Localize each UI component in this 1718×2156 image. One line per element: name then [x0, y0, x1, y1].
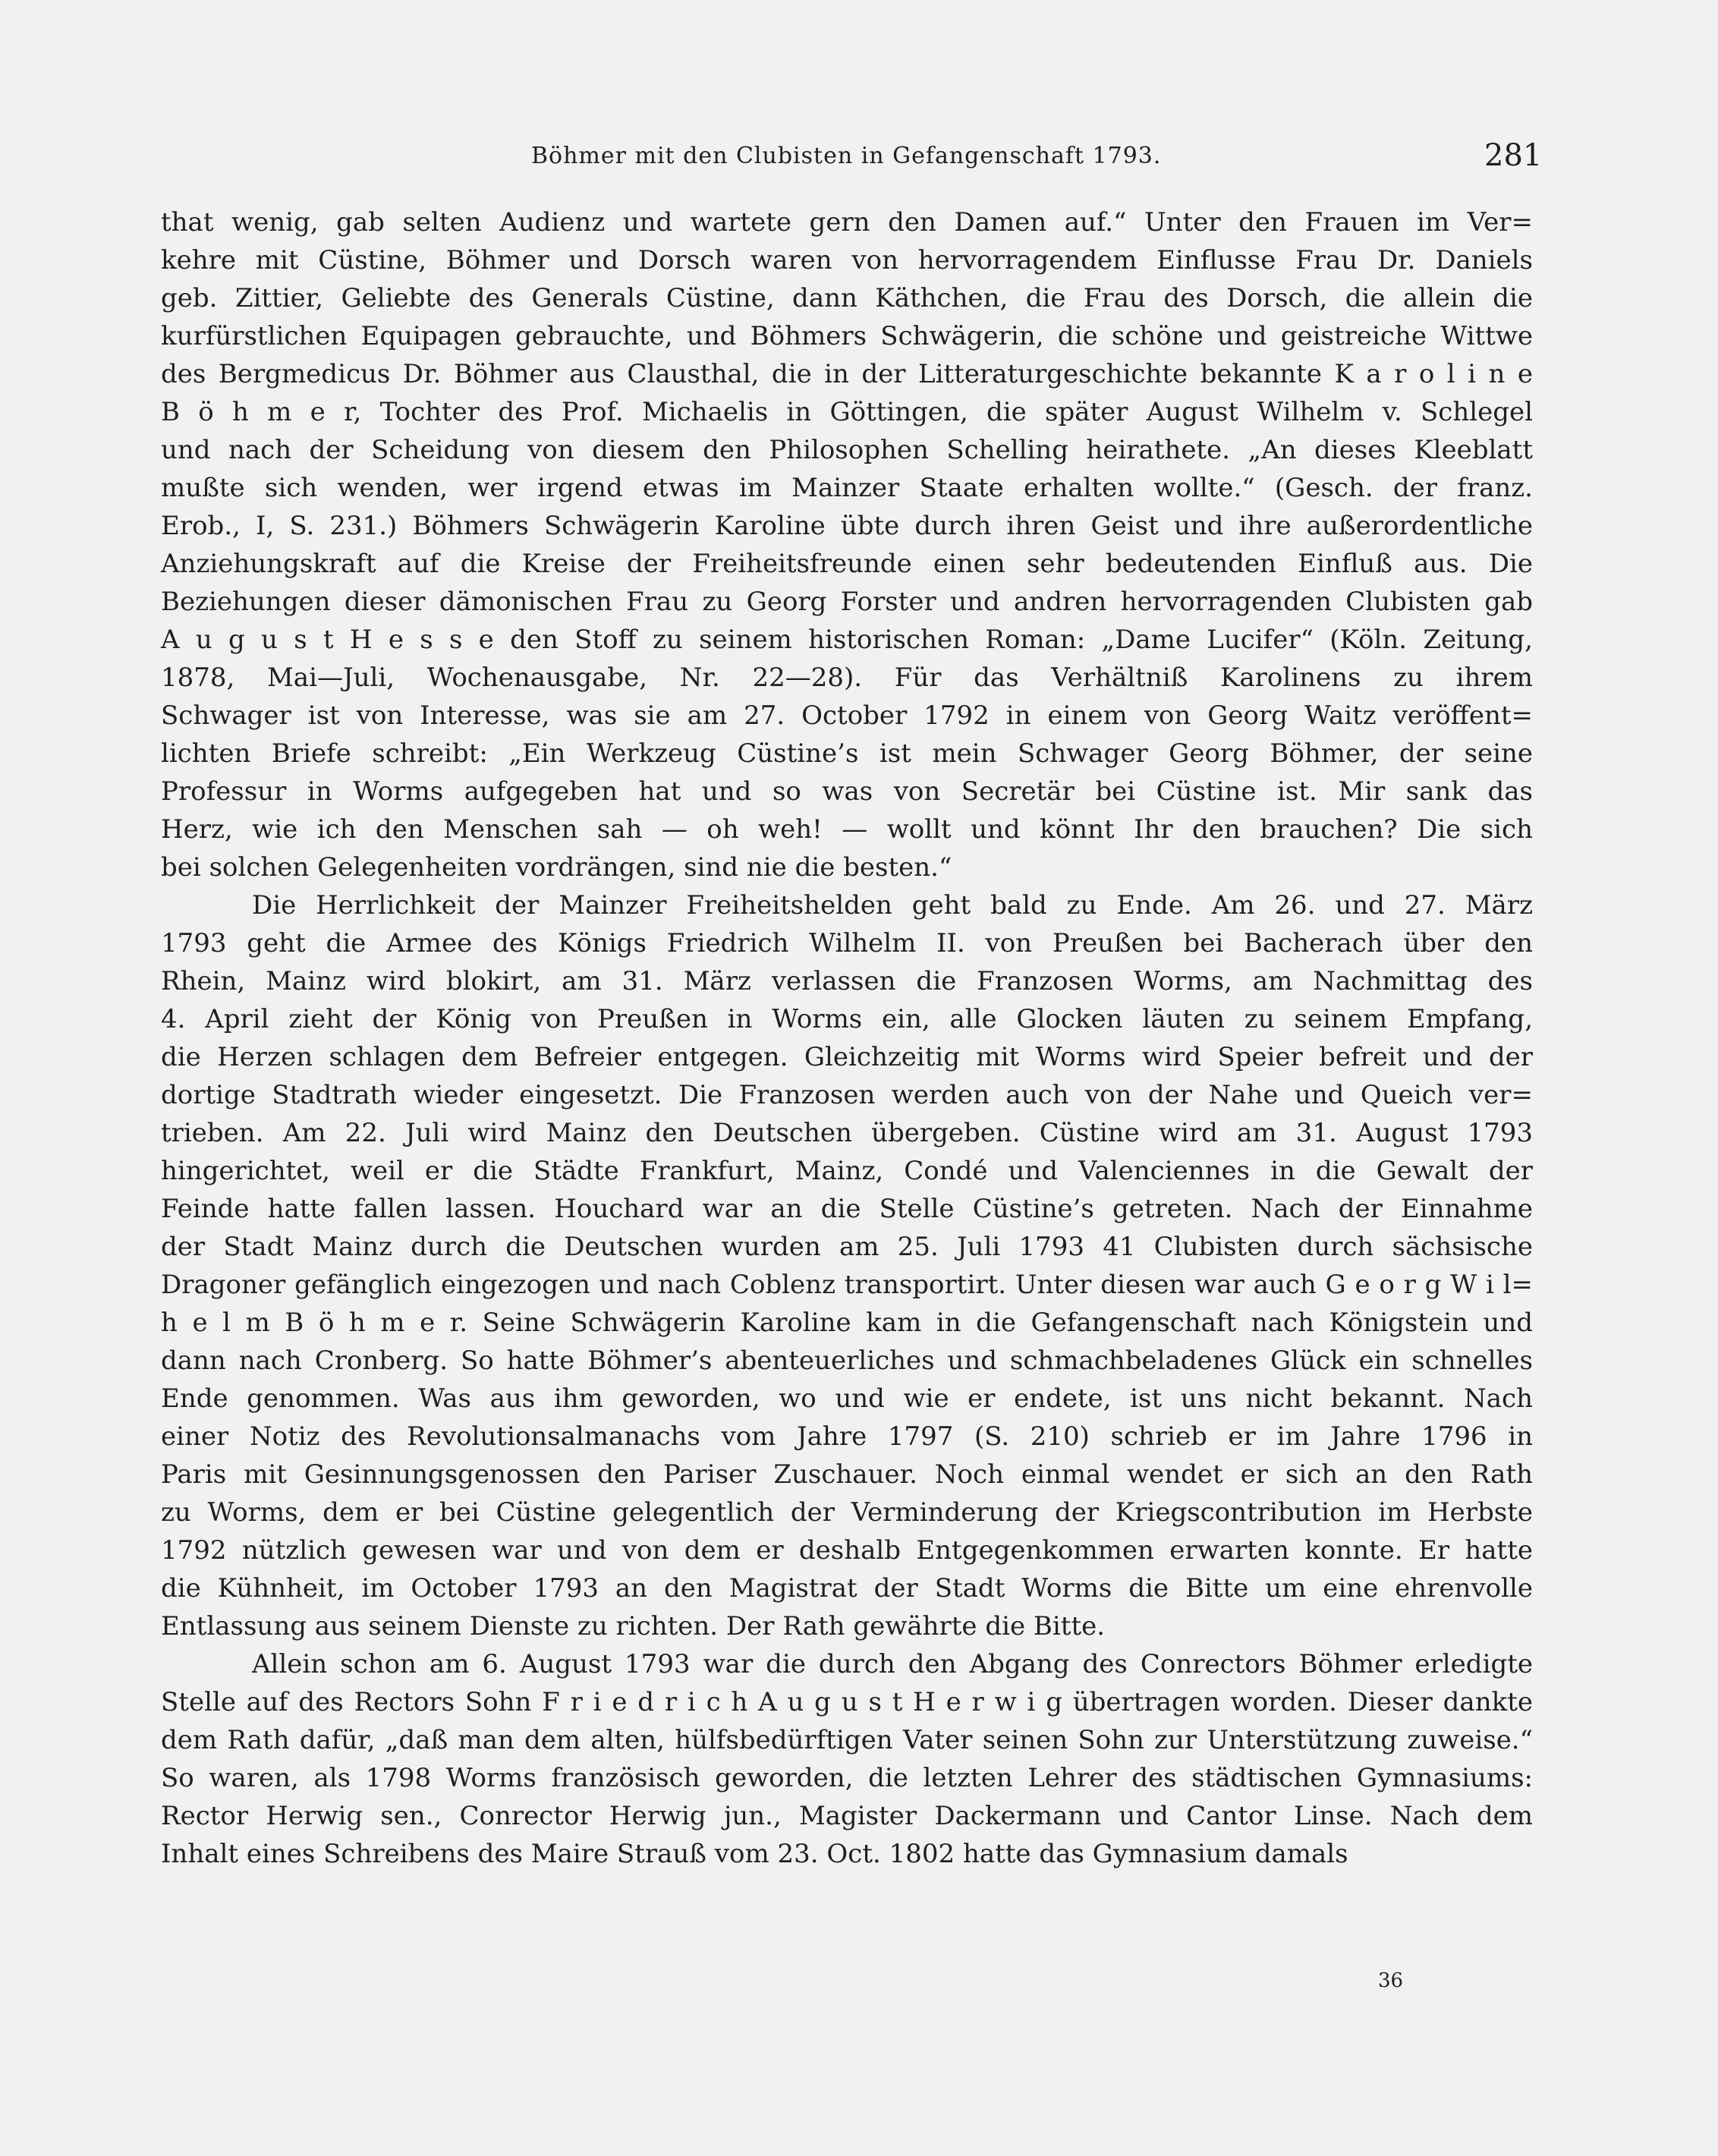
text-line: Inhalt eines Schreibens des Maire Strauß vom 23. Oct. 1802 hatte das Gymnasium damals [161, 1839, 1348, 1869]
body-text [161, 203, 1533, 1873]
text-line: Professur in Worms aufgegeben hat und so was von Secretär bei Cüstine ist. Mir sank das [161, 776, 1533, 807]
text-line: Stelle auf des Rectors Sohn F r i e d r i c h A u g u s t H e r w i g übertragen worden. Dieser dankte [161, 1687, 1533, 1717]
text-line: 4. April zieht der König von Preußen in Worms ein, alle Glocken läuten zu seinem Empfang, [161, 1004, 1533, 1034]
text-line: und nach der Scheidung von diesem den Philosophen Schelling heirathete. „An dieses Kleeblatt [161, 435, 1533, 465]
running-title: Böhmer mit den Clubisten in Gefangenschaft 1793. [531, 143, 1162, 169]
text-line: Entlassung aus seinem Dienste zu richten. Der Rath gewährte die Bitte. [161, 1611, 1106, 1641]
text-line: lichten Briefe schreibt: „Ein Werkzeug Cüstine’s ist mein Schwager Georg Böhmer, der seine [161, 738, 1533, 769]
page-number: 281 [1484, 138, 1543, 173]
text-line: des Bergmedicus Dr. Böhmer aus Clausthal, die in der Litteraturgeschichte bekannte K a r o l i n e [161, 359, 1533, 389]
text-line: Anziehungskraft auf die Kreise der Freiheitsfreunde einen sehr bedeutenden Einfluß aus. Die [161, 549, 1533, 579]
text-line: Schwager ist von Interesse, was sie am 27. October 1792 in einem von Georg Waitz veröffent= [161, 700, 1533, 731]
text-line: Paris mit Gesinnungsgenossen den Pariser Zuschauer. Noch einmal wendet er sich an den Rath [161, 1459, 1533, 1490]
text-line: h e l m B ö h m e r. Seine Schwägerin Karoline kam in die Gefangenschaft nach Königstein und [161, 1308, 1533, 1338]
text-line: einer Notiz des Revolutionsalmanachs vom Jahre 1797 (S. 210) schrieb er im Jahre 1796 in [161, 1421, 1533, 1452]
text-line: zu Worms, dem er bei Cüstine gelegentlich der Verminderung der Kriegscontribution im Herbste [161, 1497, 1533, 1528]
text-line: Rector Herwig sen., Conrector Herwig jun., Magister Dackermann und Cantor Linse. Nach dem [161, 1801, 1533, 1831]
text-line: 1878, Mai—Juli, Wochenausgabe, Nr. 22—28). Für das Verhältniß Karolinens zu ihrem [161, 663, 1533, 693]
text-line: A u g u s t H e s s e den Stoff zu seinem historischen Roman: „Dame Lucifer“ (Köln. Zeitung, [161, 625, 1533, 655]
text-line: geb. Zittier, Geliebte des Generals Cüstine, dann Käthchen, die Frau des Dorsch, die allein die [161, 283, 1533, 313]
paragraph [161, 1645, 1533, 1873]
running-head [0, 137, 1718, 182]
text-line: that wenig, gab selten Audienz und wartete gern den Damen auf.“ Unter den Frauen im Ver= [161, 207, 1533, 238]
text-line: die Herzen schlagen dem Befreier entgegen. Gleichzeitig mit Worms wird Speier befreit und der [161, 1042, 1533, 1072]
text-line: kurfürstlichen Equipagen gebrauchte, und Böhmers Schwägerin, die schöne und geistreiche Wittwe [161, 321, 1533, 351]
text-line: Dragoner gefänglich eingezogen und nach Coblenz transportirt. Unter diesen war auch G e o r g W i l= [161, 1270, 1533, 1300]
text-line: mußte sich wenden, wer irgend etwas im Mainzer Staate erhalten wollte.“ (Gesch. der franz. [161, 473, 1533, 503]
text-line: 1793 geht die Armee des Königs Friedrich Wilhelm II. von Preußen bei Bacherach über den [161, 928, 1533, 958]
text-line: hingerichtet, weil er die Städte Frankfurt, Mainz, Condé und Valenciennes in die Gewalt der [161, 1156, 1533, 1186]
text-line: So waren, als 1798 Worms französisch geworden, die letzten Lehrer des städtischen Gymnasiums: [161, 1763, 1533, 1793]
paragraph [161, 886, 1533, 1645]
text-line: 1792 nützlich gewesen war und von dem er deshalb Entgegenkommen erwarten konnte. Er hatte [161, 1535, 1533, 1566]
text-line: Beziehungen dieser dämonischen Frau zu Georg Forster und andren hervorragenden Clubisten gab [161, 587, 1533, 617]
text-line: trieben. Am 22. Juli wird Mainz den Deutschen übergeben. Cüstine wird am 31. August 1793 [161, 1118, 1533, 1148]
text-line: Erob., I, S. 231.) Böhmers Schwägerin Karoline übte durch ihren Geist und ihre außerordentliche [161, 511, 1533, 541]
text-line: Ende genommen. Was aus ihm geworden, wo und wie er endete, ist uns nicht bekannt. Nach [161, 1383, 1533, 1414]
text-line: Herz, wie ich den Menschen sah — oh weh! — wollt und könnt Ihr den brauchen? Die sich [161, 814, 1533, 845]
signature-mark: 36 [1378, 1969, 1404, 1992]
text-line: B ö h m e r, Tochter des Prof. Michaelis in Göttingen, die später August Wilhelm v. Schlegel [161, 397, 1533, 427]
text-line: der Stadt Mainz durch die Deutschen wurden am 25. Juli 1793 41 Clubisten durch sächsische [161, 1232, 1533, 1262]
text-line: Rhein, Mainz wird blokirt, am 31. März verlassen die Franzosen Worms, am Nachmittag des [161, 966, 1533, 996]
text-line: kehre mit Cüstine, Böhmer und Dorsch waren von hervorragendem Einflusse Frau Dr. Daniels [161, 245, 1533, 275]
text-line: Die Herrlichkeit der Mainzer Freiheitshelden geht bald zu Ende. Am 26. und 27. März [252, 890, 1533, 921]
text-line: die Kühnheit, im October 1793 an den Magistrat der Stadt Worms die Bitte um eine ehrenvolle [161, 1573, 1533, 1604]
text-line: dem Rath dafür, „daß man dem alten, hülfsbedürftigen Vater seinen Sohn zur Unterstützung zuweise.“ [161, 1725, 1533, 1755]
text-line: dortige Stadtrath wieder eingesetzt. Die Franzosen werden auch von der Nahe und Queich ver= [161, 1080, 1533, 1110]
text-line: dann nach Cronberg. So hatte Böhmer’s abenteuerliches und schmachbeladenes Glück ein schnelles [161, 1346, 1533, 1376]
paragraph [161, 203, 1533, 886]
text-line: Feinde hatte fallen lassen. Houchard war an die Stelle Cüstine’s getreten. Nach der Einnahme [161, 1194, 1533, 1224]
text-line: bei solchen Gelegenheiten vordrängen, sind nie die besten.“ [161, 852, 952, 883]
text-line: Allein schon am 6. August 1793 war die durch den Abgang des Conrectors Böhmer erledigte [252, 1649, 1533, 1679]
